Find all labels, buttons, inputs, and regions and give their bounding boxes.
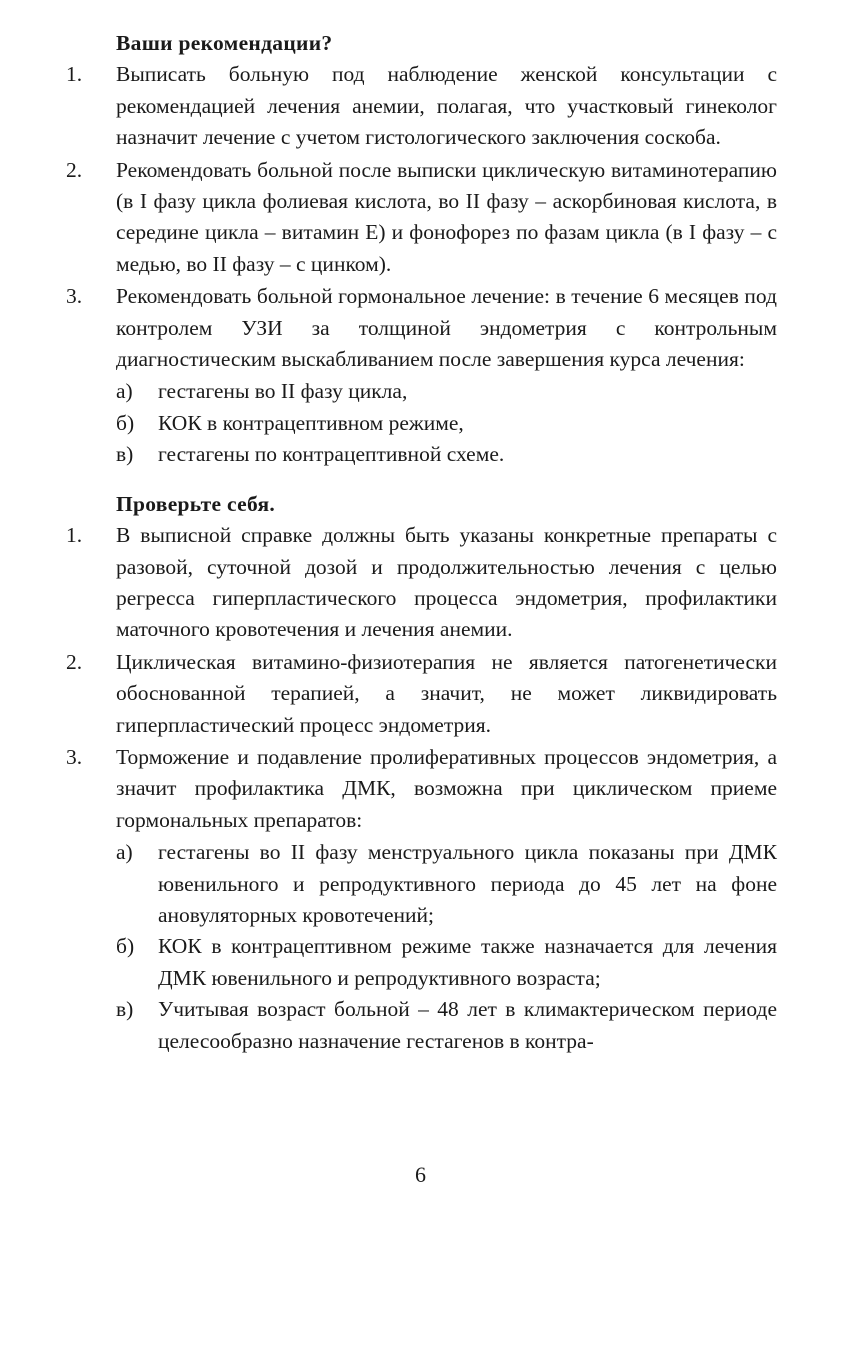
list-item: [66, 155, 777, 281]
item-text: Выписать больную под наблюдение женской консультации с рекомендацией лечения анемии, полагая, что участковый гинеколог назначит лечение с учетом гистологического заключения соскоба.: [116, 62, 777, 150]
self-check-section: [66, 489, 777, 1057]
list-item: [66, 742, 777, 836]
sub-list-item: [66, 931, 777, 994]
list-item: [66, 281, 777, 375]
sub-list-item: [66, 439, 777, 470]
sub-item-letter: б): [116, 934, 135, 959]
sub-item-text: КОК в контрацептивном режиме также назначается для лечения ДМК ювенильного и репродуктивного возраста;: [158, 934, 777, 990]
sub-item-letter: в): [116, 442, 134, 467]
item-number: 1.: [66, 523, 83, 548]
sub-item-text: гестагены во II фазу цикла,: [158, 379, 408, 404]
item-text: В выписной справке должны быть указаны конкретные препараты с разовой, суточной дозой и продолжительностью лечения с целью регресса гиперпластического процесса эндометрия, профилактики маточного кровотечения и лечения анемии.: [116, 523, 777, 642]
sub-item-text: КОК в контрацептивном режиме,: [158, 410, 464, 435]
recommendations-section: [66, 28, 777, 471]
item-number: 1.: [66, 62, 83, 87]
sub-list-item: [66, 837, 777, 931]
item-number: 2.: [66, 649, 83, 674]
item-number: 3.: [66, 284, 83, 309]
sub-item-letter: а): [116, 379, 133, 404]
sub-list-item: [66, 408, 777, 439]
item-number: 3.: [66, 744, 83, 769]
recommendations-list: [66, 59, 777, 375]
answers-list: [66, 520, 777, 836]
section-heading: Ваши рекомендации?: [116, 31, 333, 55]
item-text: Циклическая витамино-физиотерапия не является патогенетически обоснованной терапией, а значит, не может ликвидировать гиперпластический процесс эндометрия.: [116, 649, 777, 737]
item-text: Рекомендовать больной после выписки циклическую витаминотерапию (в I фазу цикла фолиевая кислота, во II фазу – аскорбиновая кислота, в середине цикла – витамин Е) и фонофорез по фазам цикла (в I фазу – с медью, во II фазу – с цинком).: [116, 157, 777, 276]
item-number: 2.: [66, 157, 83, 182]
sub-item-letter: а): [116, 840, 133, 865]
list-item: [66, 520, 777, 646]
page-content: [66, 28, 777, 1057]
item-text: Рекомендовать больной гормональное лечение: в течение 6 месяцев под контролем УЗИ за толщиной эндометрия с контрольным диагностическим выскабливанием после завершения курса лечения:: [116, 284, 777, 372]
sub-item-letter: б): [116, 410, 135, 435]
list-item: [66, 647, 777, 741]
sub-item-letter: в): [116, 997, 134, 1022]
sub-item-text: гестагены во II фазу менструального цикла показаны при ДМК ювенильного и репродуктивного периода до 45 лет на фоне ановуляторных кровотечений;: [158, 840, 777, 927]
page-number: 6: [415, 1162, 426, 1187]
sub-item-text: Учитывая возраст больной – 48 лет в климактерическом периоде целесообразно назначение гестагенов в контра-: [158, 997, 777, 1053]
sub-item-text: гестагены по контрацептивной схеме.: [158, 442, 505, 467]
sub-list: [66, 376, 777, 470]
sub-list: [66, 837, 777, 1057]
list-item: [66, 59, 777, 153]
section-heading: Проверьте себя.: [116, 491, 276, 516]
item-text: Торможение и подавление пролиферативных процессов эндометрия, а значит профилактика ДМК, возможна при циклическом приеме гормональных препаратов:: [116, 744, 777, 832]
sub-list-item: [66, 376, 777, 407]
sub-list-item: [66, 994, 777, 1057]
